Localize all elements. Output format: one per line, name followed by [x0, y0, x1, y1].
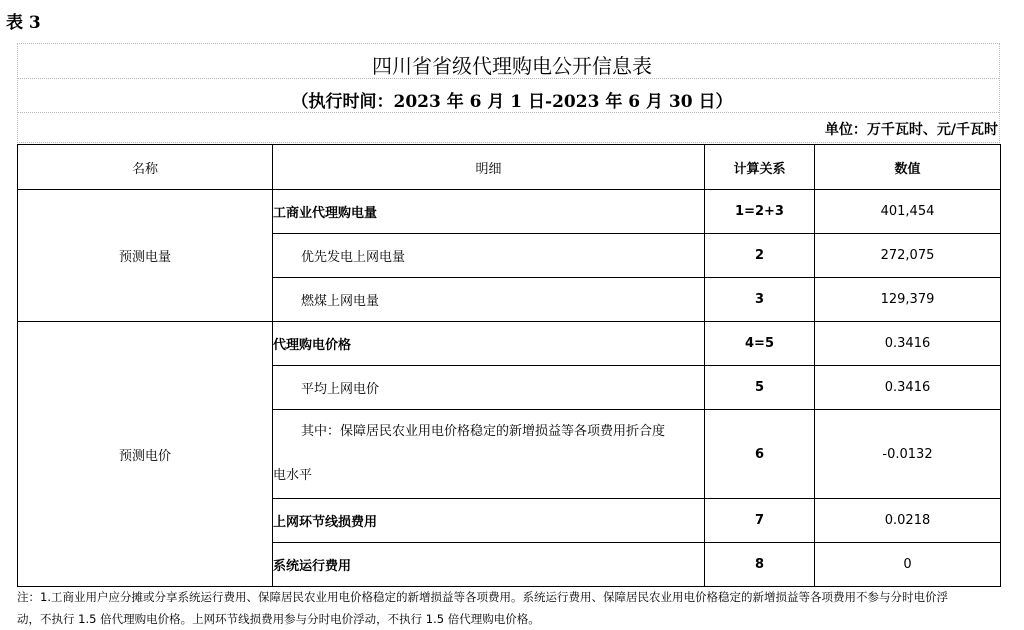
execution-period: （执行时间：2023 年 6 月 1 日-2023 年 6 月 30 日）	[291, 92, 733, 112]
header-name: 名称	[18, 145, 273, 190]
group-price: 预测电价	[18, 322, 273, 587]
table-row	[18, 190, 1001, 234]
calc-cell: 2	[705, 234, 815, 278]
header-value: 数值	[815, 145, 1001, 190]
frame-divider	[18, 112, 999, 113]
footnote-line: 动，不执行 1.5 倍代理购电价格。上网环节线损费用参与分时电价浮动，不执行 1.5 倍代理购电价格。	[17, 612, 540, 626]
value-cell: 0.3416	[815, 322, 1001, 366]
calc-cell: 1=2+3	[705, 190, 815, 234]
value-cell: 0	[815, 543, 1001, 587]
header-detail: 明细	[273, 145, 705, 190]
calc-cell: 4=5	[705, 322, 815, 366]
table-row	[18, 322, 1001, 366]
detail-cell	[273, 410, 705, 499]
footnote-line: 注：1.工商业用户应分摊或分享系统运行费用、保障居民农业用电价格稳定的新增损益等各项费用。系统运行费用、保障居民农业用电价格稳定的新增损益等各项费用不参与分时电价浮	[17, 590, 948, 604]
value-cell: 129,379	[815, 278, 1001, 322]
calc-cell: 8	[705, 543, 815, 587]
detail-cell: 优先发电上网电量	[273, 234, 705, 278]
calc-cell: 5	[705, 366, 815, 410]
footnote	[17, 586, 1007, 630]
table-number-label: 表 3	[6, 13, 41, 33]
group-volume: 预测电量	[18, 190, 273, 322]
calc-cell: 7	[705, 499, 815, 543]
detail-cell: 代理购电价格	[273, 322, 705, 366]
detail-cell: 平均上网电价	[273, 366, 705, 410]
info-table	[17, 144, 1001, 587]
detail-line: 其中：保障居民农业用电价格稳定的新增损益等各项费用折合度	[301, 424, 666, 439]
calc-cell: 6	[705, 410, 815, 499]
value-cell: 272,075	[815, 234, 1001, 278]
detail-cell: 工商业代理购电量	[273, 190, 705, 234]
detail-cell: 系统运行费用	[273, 543, 705, 587]
unit-label: 单位：万千瓦时、元/千瓦时	[824, 122, 998, 138]
detail-cell: 燃煤上网电量	[273, 278, 705, 322]
value-cell: 401,454	[815, 190, 1001, 234]
detail-line: 电水平	[273, 468, 313, 483]
table-header-row	[18, 145, 1001, 190]
page-title: 四川省省级代理购电公开信息表	[372, 54, 652, 78]
value-cell: -0.0132	[815, 410, 1001, 499]
value-cell: 0.0218	[815, 499, 1001, 543]
calc-cell: 3	[705, 278, 815, 322]
value-cell: 0.3416	[815, 366, 1001, 410]
detail-cell: 上网环节线损费用	[273, 499, 705, 543]
header-calc: 计算关系	[705, 145, 815, 190]
